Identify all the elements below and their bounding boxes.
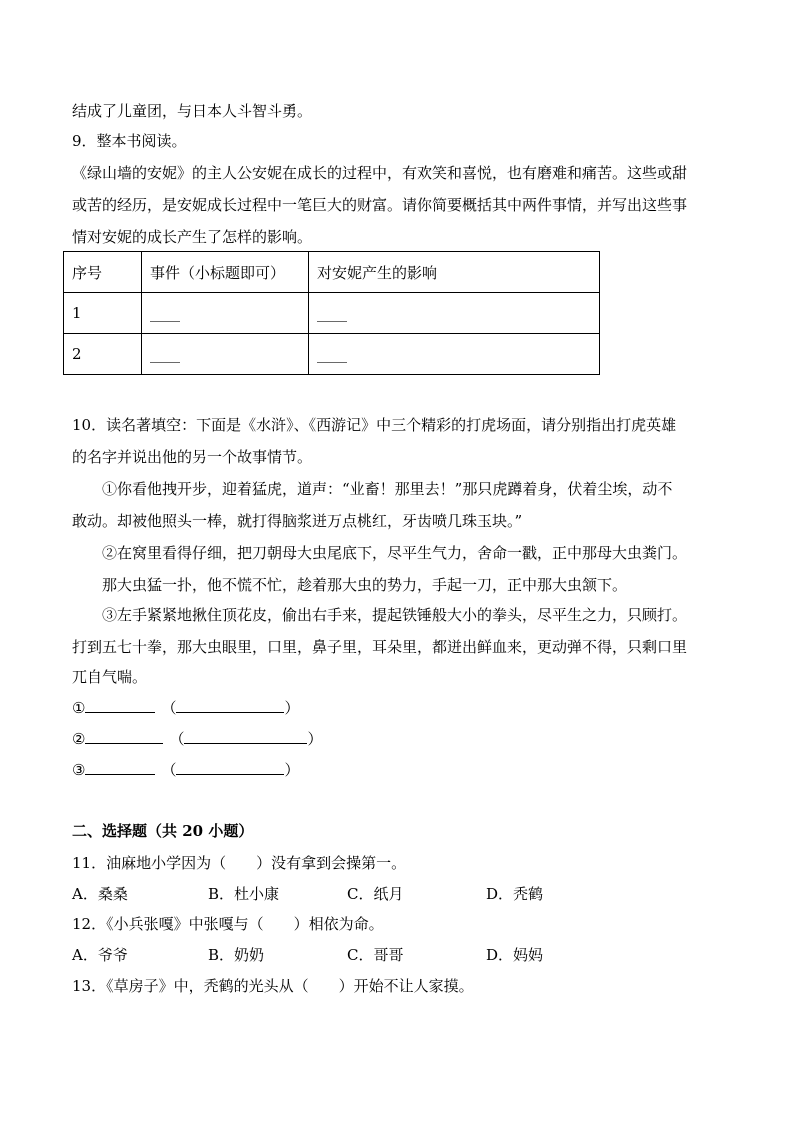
question-11-text: 11．油麻地小学因为（ ）没有拿到会操第一。 [72, 854, 407, 872]
passage-line: 敢动。却被他照头一棒，就打得脑浆迸万点桃红，牙齿喷几珠玉块。” [72, 512, 523, 530]
question-13-text: 13．《草房子》中，秃鹤的光头从（ ）开始不让人家摸。 [72, 977, 474, 995]
answer-blank[interactable]: ____ [142, 334, 309, 375]
question-9-text: 《绿山墙的安妮》的主人公安妮在成长的过程中，有欢笑和喜悦，也有磨难和痛苦。这些或甜 [72, 164, 688, 182]
table-header-cell: 事件（小标题即可） [142, 252, 309, 293]
paren-close: ） [284, 699, 300, 717]
option-a[interactable]: A．桑桑 [72, 885, 128, 903]
paren-open: （ [161, 761, 177, 779]
answer-line-3 [72, 760, 299, 780]
paren-open: （ [169, 730, 185, 748]
question-10-text: 的名字并说出他的另一个故事情节。 [72, 448, 313, 466]
question-9-text: 或苦的经历，是安妮成长过程中一笔巨大的财富。请你简要概括其中两件事情，并写出这些事 [72, 196, 688, 214]
circled-number: ① [72, 699, 86, 717]
hero-name-blank[interactable] [85, 729, 163, 744]
story-blank[interactable] [176, 760, 284, 775]
passage-line: ①你看他拽开步，迎着猛虎，道声：“业畜！那里去！”那只虎蹲着身，伏着尘埃，动不 [102, 480, 673, 498]
passage-line: 那大虫猛一扑，他不慌不忙，趁着那大虫的势力，手起一刀，正中那大虫颔下。 [102, 576, 628, 594]
answer-blank[interactable]: ____ [309, 293, 600, 334]
question-9-text: 情对安妮的成长产生了怎样的影响。 [72, 228, 313, 246]
table-cell: 2 [64, 334, 142, 375]
circled-number: ② [72, 730, 86, 748]
question-9-title: 9．整本书阅读。 [72, 132, 187, 150]
story-blank[interactable] [184, 729, 307, 744]
table-row [64, 334, 600, 375]
paren-close: ） [307, 730, 323, 748]
answer-blank[interactable]: ____ [309, 334, 600, 375]
section-title: 二、选择题（共 20 小题） [72, 822, 254, 840]
table-header-cell: 对安妮产生的影响 [309, 252, 600, 293]
table-cell: 1 [64, 293, 142, 334]
question-12-text: 12．《小兵张嘎》中张嘎与（ ）相依为命。 [72, 915, 384, 933]
hero-name-blank[interactable] [85, 698, 155, 713]
hero-name-blank[interactable] [85, 760, 155, 775]
story-blank[interactable] [176, 698, 284, 713]
passage-line: 打到五七十拳，那大虫眼里，口里，鼻子里，耳朵里，都迸出鲜血来，更动弹不得，只剩口里 [72, 638, 688, 656]
answer-blank[interactable]: ____ [142, 293, 309, 334]
option-d[interactable]: D．秃鹤 [486, 885, 544, 903]
text-line: 结成了儿童团，与日本人斗智斗勇。 [72, 102, 313, 120]
option-c[interactable]: C．哥哥 [347, 946, 404, 964]
option-d[interactable]: D．妈妈 [486, 946, 544, 964]
passage-line: ②在窝里看得仔细，把刀朝母大虫尾底下，尽平生气力，舍命一戳，正中那母大虫粪门。 [102, 544, 688, 562]
answer-table [63, 251, 600, 375]
table-header-cell: 序号 [64, 252, 142, 293]
answer-line-1 [72, 698, 299, 718]
option-a[interactable]: A．爷爷 [72, 946, 128, 964]
passage-line: ③左手紧紧地揪住顶花皮，偷出右手来，提起铁锤般大小的拳头，尽平生之力，只顾打。 [102, 606, 688, 624]
circled-number: ③ [72, 761, 86, 779]
answer-line-2 [72, 729, 322, 749]
passage-line: 兀自气喘。 [72, 668, 148, 686]
option-c[interactable]: C．纸月 [347, 885, 404, 903]
option-b[interactable]: B．杜小康 [208, 885, 280, 903]
question-10-text: 10．读名著填空：下面是《水浒》、《西游记》中三个精彩的打虎场面，请分别指出打虎英雄 [72, 416, 677, 434]
paren-open: （ [161, 699, 177, 717]
paren-close: ） [284, 761, 300, 779]
option-b[interactable]: B．奶奶 [208, 946, 265, 964]
table-row [64, 293, 600, 334]
table-header-row [64, 252, 600, 293]
